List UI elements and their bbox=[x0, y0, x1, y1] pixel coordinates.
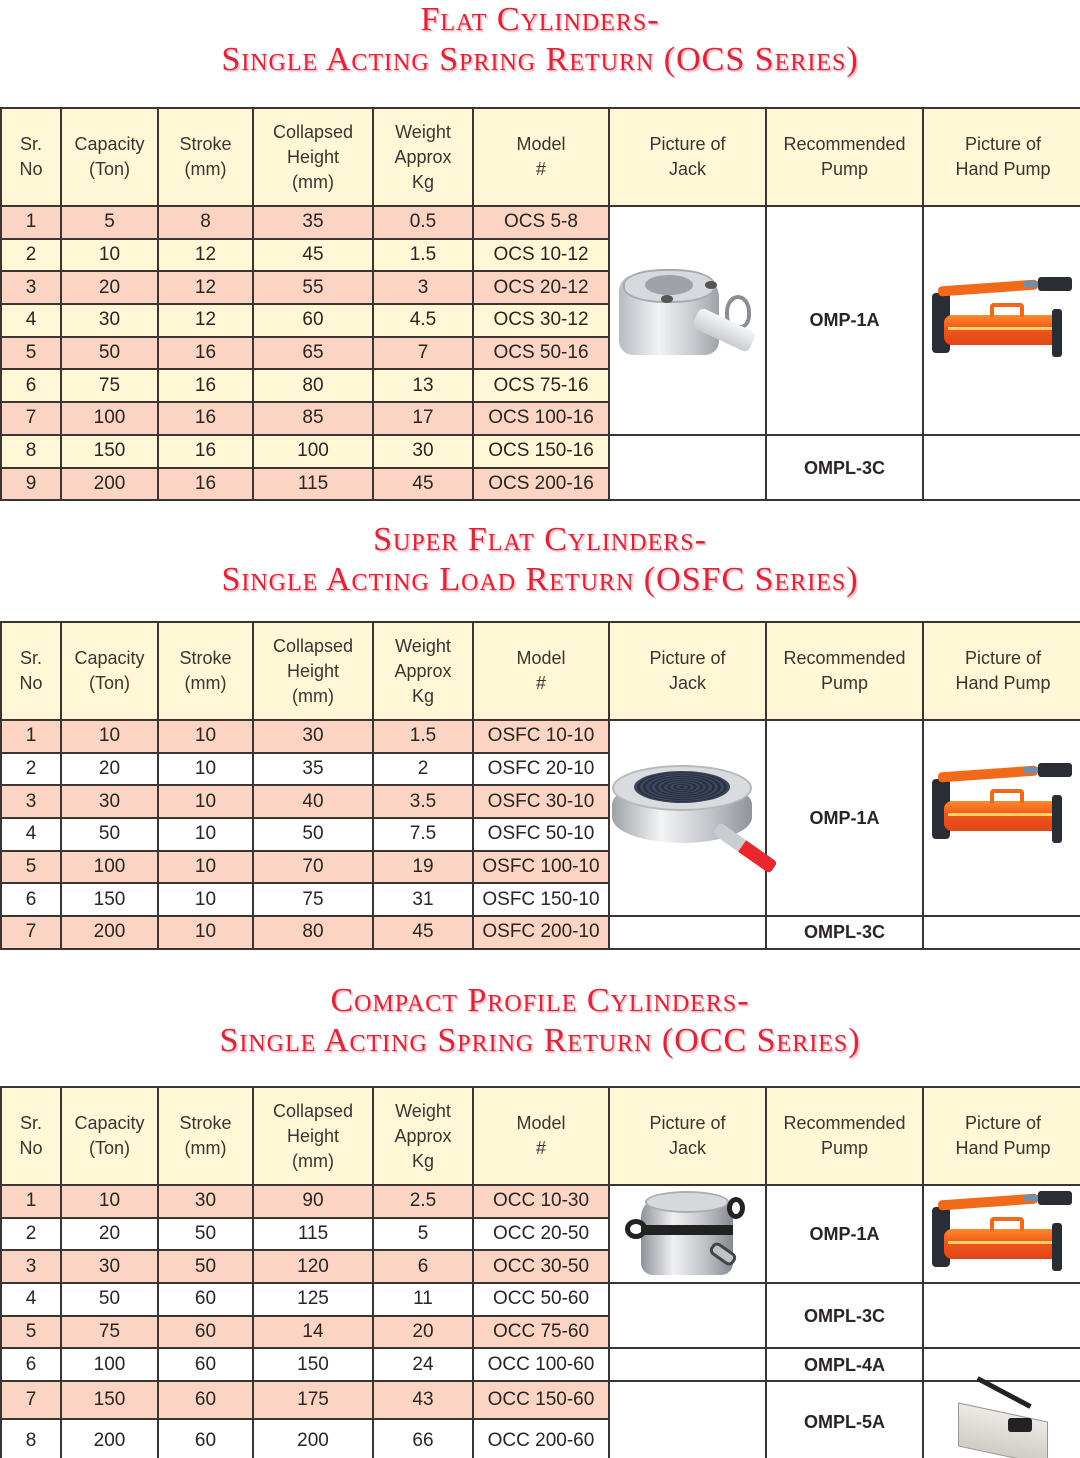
compact-cylinder-jack-image bbox=[623, 1189, 753, 1279]
cell-weight: 7 bbox=[373, 337, 473, 370]
header-sr-no: Sr. No bbox=[1, 108, 61, 206]
cell-collapsed: 30 bbox=[253, 720, 373, 753]
hand-pump-picture-cell-empty bbox=[923, 1348, 1080, 1381]
table-row bbox=[1, 1348, 1080, 1381]
cell-collapsed: 115 bbox=[253, 1218, 373, 1251]
orange-hand-pump-image bbox=[928, 275, 1078, 365]
header-sr-no: Sr. No bbox=[1, 622, 61, 720]
cell-collapsed: 90 bbox=[253, 1185, 373, 1218]
cell-capacity: 30 bbox=[61, 304, 158, 337]
orange-hand-pump-image bbox=[928, 1189, 1078, 1279]
cell-model: OSFC 150-10 bbox=[473, 883, 609, 916]
cell-weight: 17 bbox=[373, 402, 473, 435]
cell-collapsed: 115 bbox=[253, 468, 373, 501]
cell-weight: 3 bbox=[373, 271, 473, 304]
header-sr-no: Sr. No bbox=[1, 1087, 61, 1185]
header-recommended-pump: Recommended Pump bbox=[766, 1087, 923, 1185]
section-title-occ bbox=[0, 981, 1080, 1061]
cell-weight: 3.5 bbox=[373, 785, 473, 818]
header-collapsed-height: Collapsed Height (mm) bbox=[253, 1087, 373, 1185]
cell-collapsed: 60 bbox=[253, 304, 373, 337]
cell-weight: 0.5 bbox=[373, 206, 473, 239]
cell-model: OCC 30-50 bbox=[473, 1250, 609, 1283]
cell-stroke: 16 bbox=[158, 402, 253, 435]
cell-stroke: 10 bbox=[158, 851, 253, 884]
cell-collapsed: 14 bbox=[253, 1316, 373, 1349]
header-collapsed-height: Collapsed Height (mm) bbox=[253, 622, 373, 720]
jack-picture-cell bbox=[609, 1185, 766, 1283]
cell-capacity: 20 bbox=[61, 753, 158, 786]
header-recommended-pump: Recommended Pump bbox=[766, 108, 923, 206]
cell-capacity: 20 bbox=[61, 271, 158, 304]
cell-capacity: 200 bbox=[61, 916, 158, 949]
cell-model: OCS 100-16 bbox=[473, 402, 609, 435]
cell-sr: 3 bbox=[1, 1250, 61, 1283]
header-model: Model # bbox=[473, 108, 609, 206]
recommended-pump-ompl-4a: OMPL-4A bbox=[766, 1348, 923, 1381]
jack-picture-cell-empty bbox=[609, 1348, 766, 1381]
header-picture-of-hand-pump: Picture of Hand Pump bbox=[923, 1087, 1080, 1185]
cell-sr: 4 bbox=[1, 304, 61, 337]
cell-stroke: 12 bbox=[158, 239, 253, 272]
cell-weight: 20 bbox=[373, 1316, 473, 1349]
orange-hand-pump-image bbox=[928, 761, 1078, 851]
cell-weight: 66 bbox=[373, 1419, 473, 1458]
header-model: Model # bbox=[473, 1087, 609, 1185]
cell-collapsed: 200 bbox=[253, 1419, 373, 1458]
cell-weight: 31 bbox=[373, 883, 473, 916]
cell-collapsed: 70 bbox=[253, 851, 373, 884]
cell-capacity: 10 bbox=[61, 1185, 158, 1218]
cell-model: OCS 30-12 bbox=[473, 304, 609, 337]
cell-stroke: 8 bbox=[158, 206, 253, 239]
header-model: Model # bbox=[473, 622, 609, 720]
header-picture-of-jack: Picture of Jack bbox=[609, 1087, 766, 1185]
cell-model: OCS 50-16 bbox=[473, 337, 609, 370]
cell-model: OCS 200-16 bbox=[473, 468, 609, 501]
header-picture-of-jack: Picture of Jack bbox=[609, 622, 766, 720]
hand-pump-picture-cell-empty bbox=[923, 916, 1080, 949]
cell-sr: 3 bbox=[1, 785, 61, 818]
cell-sr: 6 bbox=[1, 369, 61, 402]
cell-collapsed: 120 bbox=[253, 1250, 373, 1283]
header-collapsed-height: Collapsed Height (mm) bbox=[253, 108, 373, 206]
cell-model: OSFC 100-10 bbox=[473, 851, 609, 884]
header-capacity: Capacity (Ton) bbox=[61, 622, 158, 720]
cell-sr: 2 bbox=[1, 239, 61, 272]
cell-model: OCS 150-16 bbox=[473, 435, 609, 468]
cell-stroke: 10 bbox=[158, 818, 253, 851]
cell-weight: 30 bbox=[373, 435, 473, 468]
cell-stroke: 30 bbox=[158, 1185, 253, 1218]
cell-model: OCS 75-16 bbox=[473, 369, 609, 402]
title-line-2: Single Acting Spring Return (OCS Series) bbox=[221, 41, 859, 78]
cell-sr: 7 bbox=[1, 916, 61, 949]
cell-model: OCC 200-60 bbox=[473, 1419, 609, 1458]
cell-capacity: 100 bbox=[61, 1348, 158, 1381]
cell-capacity: 50 bbox=[61, 337, 158, 370]
hand-pump-picture-cell bbox=[923, 206, 1080, 435]
cell-capacity: 50 bbox=[61, 818, 158, 851]
cell-sr: 5 bbox=[1, 1316, 61, 1349]
cell-capacity: 150 bbox=[61, 883, 158, 916]
cell-weight: 4.5 bbox=[373, 304, 473, 337]
cell-capacity: 200 bbox=[61, 468, 158, 501]
header-weight: Weight Approx Kg bbox=[373, 622, 473, 720]
hand-pump-picture-cell-empty bbox=[923, 1283, 1080, 1348]
cell-sr: 7 bbox=[1, 402, 61, 435]
cell-collapsed: 75 bbox=[253, 883, 373, 916]
cell-collapsed: 125 bbox=[253, 1283, 373, 1316]
cell-capacity: 100 bbox=[61, 402, 158, 435]
cell-model: OSFC 50-10 bbox=[473, 818, 609, 851]
cell-sr: 6 bbox=[1, 883, 61, 916]
cell-collapsed: 175 bbox=[253, 1381, 373, 1419]
recommended-pump-ompl-3c: OMPL-3C bbox=[766, 916, 923, 949]
cell-sr: 3 bbox=[1, 271, 61, 304]
cell-model: OCS 20-12 bbox=[473, 271, 609, 304]
table-row bbox=[1, 916, 1080, 949]
cell-weight: 45 bbox=[373, 468, 473, 501]
recommended-pump-ompl-3c: OMPL-3C bbox=[766, 1283, 923, 1348]
cell-sr: 7 bbox=[1, 1381, 61, 1419]
cell-capacity: 10 bbox=[61, 239, 158, 272]
jack-picture-cell bbox=[609, 720, 766, 916]
cell-capacity: 150 bbox=[61, 1381, 158, 1419]
cell-model: OSFC 200-10 bbox=[473, 916, 609, 949]
ocs-spec-table bbox=[0, 107, 1080, 501]
jack-picture-cell-empty bbox=[609, 435, 766, 500]
cell-stroke: 60 bbox=[158, 1348, 253, 1381]
cell-model: OCC 75-60 bbox=[473, 1316, 609, 1349]
occ-spec-table bbox=[0, 1086, 1080, 1458]
cell-sr: 4 bbox=[1, 1283, 61, 1316]
cell-capacity: 75 bbox=[61, 1316, 158, 1349]
title-line-1: Super Flat Cylinders- bbox=[373, 521, 707, 558]
jack-picture-cell-empty bbox=[609, 1381, 766, 1458]
cell-collapsed: 65 bbox=[253, 337, 373, 370]
table-row bbox=[1, 720, 1080, 753]
header-stroke: Stroke (mm) bbox=[158, 1087, 253, 1185]
cell-stroke: 50 bbox=[158, 1218, 253, 1251]
cell-weight: 6 bbox=[373, 1250, 473, 1283]
cell-sr: 5 bbox=[1, 337, 61, 370]
table-row bbox=[1, 435, 1080, 468]
cell-model: OCC 10-30 bbox=[473, 1185, 609, 1218]
cell-stroke: 12 bbox=[158, 304, 253, 337]
cell-collapsed: 100 bbox=[253, 435, 373, 468]
recommended-pump-omp-1a: OMP-1A bbox=[766, 1185, 923, 1283]
cell-sr: 1 bbox=[1, 720, 61, 753]
cell-capacity: 30 bbox=[61, 1250, 158, 1283]
cell-sr: 8 bbox=[1, 435, 61, 468]
header-weight: Weight Approx Kg bbox=[373, 108, 473, 206]
cell-weight: 5 bbox=[373, 1218, 473, 1251]
header-recommended-pump: Recommended Pump bbox=[766, 622, 923, 720]
header-weight: Weight Approx Kg bbox=[373, 1087, 473, 1185]
cell-collapsed: 50 bbox=[253, 818, 373, 851]
title-line-2: Single Acting Load Return (OSFC Series) bbox=[221, 561, 859, 598]
cell-model: OCS 10-12 bbox=[473, 239, 609, 272]
cell-stroke: 60 bbox=[158, 1316, 253, 1349]
cell-model: OCS 5-8 bbox=[473, 206, 609, 239]
box-hand-pump-image bbox=[948, 1382, 1058, 1458]
cell-weight: 13 bbox=[373, 369, 473, 402]
table-row bbox=[1, 1381, 1080, 1419]
cell-model: OCC 20-50 bbox=[473, 1218, 609, 1251]
cell-sr: 4 bbox=[1, 818, 61, 851]
cell-weight: 1.5 bbox=[373, 720, 473, 753]
recommended-pump-ompl-5a: OMPL-5A bbox=[766, 1381, 923, 1458]
cell-weight: 24 bbox=[373, 1348, 473, 1381]
cell-stroke: 16 bbox=[158, 468, 253, 501]
cell-stroke: 10 bbox=[158, 753, 253, 786]
cell-stroke: 10 bbox=[158, 785, 253, 818]
cell-sr: 6 bbox=[1, 1348, 61, 1381]
cell-weight: 7.5 bbox=[373, 818, 473, 851]
cell-stroke: 60 bbox=[158, 1283, 253, 1316]
cell-capacity: 30 bbox=[61, 785, 158, 818]
cell-sr: 8 bbox=[1, 1419, 61, 1458]
cell-model: OSFC 30-10 bbox=[473, 785, 609, 818]
header-picture-of-hand-pump: Picture of Hand Pump bbox=[923, 622, 1080, 720]
cell-weight: 43 bbox=[373, 1381, 473, 1419]
flat-cylinder-jack-image bbox=[613, 265, 763, 375]
section-title-ocs bbox=[0, 0, 1080, 80]
header-stroke: Stroke (mm) bbox=[158, 622, 253, 720]
cell-model: OSFC 10-10 bbox=[473, 720, 609, 753]
cell-stroke: 10 bbox=[158, 916, 253, 949]
super-flat-cylinder-jack-image bbox=[610, 753, 765, 883]
cell-capacity: 20 bbox=[61, 1218, 158, 1251]
title-line-1: Compact Profile Cylinders- bbox=[330, 982, 750, 1019]
recommended-pump-omp-1a: OMP-1A bbox=[766, 720, 923, 916]
jack-picture-cell-empty bbox=[609, 1283, 766, 1348]
cell-stroke: 50 bbox=[158, 1250, 253, 1283]
cell-collapsed: 55 bbox=[253, 271, 373, 304]
hand-pump-picture-cell-empty bbox=[923, 435, 1080, 500]
cell-sr: 1 bbox=[1, 1185, 61, 1218]
cell-sr: 1 bbox=[1, 206, 61, 239]
hand-pump-picture-cell bbox=[923, 1185, 1080, 1283]
cell-stroke: 60 bbox=[158, 1381, 253, 1419]
header-picture-of-jack: Picture of Jack bbox=[609, 108, 766, 206]
cell-weight: 2.5 bbox=[373, 1185, 473, 1218]
cell-collapsed: 80 bbox=[253, 369, 373, 402]
cell-capacity: 50 bbox=[61, 1283, 158, 1316]
cell-capacity: 100 bbox=[61, 851, 158, 884]
cell-collapsed: 40 bbox=[253, 785, 373, 818]
cell-stroke: 16 bbox=[158, 369, 253, 402]
table-row bbox=[1, 1185, 1080, 1218]
title-line-1: Flat Cylinders- bbox=[420, 1, 660, 38]
jack-picture-cell bbox=[609, 206, 766, 435]
header-picture-of-hand-pump: Picture of Hand Pump bbox=[923, 108, 1080, 206]
cell-weight: 19 bbox=[373, 851, 473, 884]
hand-pump-picture-cell bbox=[923, 1381, 1080, 1458]
cell-stroke: 60 bbox=[158, 1419, 253, 1458]
section-title-osfc bbox=[0, 520, 1080, 600]
recommended-pump-ompl-3c: OMPL-3C bbox=[766, 435, 923, 500]
header-capacity: Capacity (Ton) bbox=[61, 108, 158, 206]
cell-model: OCC 100-60 bbox=[473, 1348, 609, 1381]
hand-pump-picture-cell bbox=[923, 720, 1080, 916]
cell-model: OCC 50-60 bbox=[473, 1283, 609, 1316]
recommended-pump-omp-1a: OMP-1A bbox=[766, 206, 923, 435]
jack-picture-cell-empty bbox=[609, 916, 766, 949]
header-stroke: Stroke (mm) bbox=[158, 108, 253, 206]
cell-collapsed: 35 bbox=[253, 753, 373, 786]
cell-stroke: 10 bbox=[158, 883, 253, 916]
table-row bbox=[1, 206, 1080, 239]
cell-sr: 2 bbox=[1, 1218, 61, 1251]
cell-collapsed: 80 bbox=[253, 916, 373, 949]
cell-stroke: 12 bbox=[158, 271, 253, 304]
cell-capacity: 5 bbox=[61, 206, 158, 239]
cell-sr: 9 bbox=[1, 468, 61, 501]
osfc-spec-table bbox=[0, 621, 1080, 950]
cell-capacity: 75 bbox=[61, 369, 158, 402]
header-capacity: Capacity (Ton) bbox=[61, 1087, 158, 1185]
cell-collapsed: 35 bbox=[253, 206, 373, 239]
cell-weight: 11 bbox=[373, 1283, 473, 1316]
cell-collapsed: 85 bbox=[253, 402, 373, 435]
cell-model: OCC 150-60 bbox=[473, 1381, 609, 1419]
cell-model: OSFC 20-10 bbox=[473, 753, 609, 786]
cell-weight: 2 bbox=[373, 753, 473, 786]
table-row bbox=[1, 1283, 1080, 1316]
cell-stroke: 16 bbox=[158, 337, 253, 370]
cell-capacity: 200 bbox=[61, 1419, 158, 1458]
cell-sr: 2 bbox=[1, 753, 61, 786]
cell-sr: 5 bbox=[1, 851, 61, 884]
cell-capacity: 150 bbox=[61, 435, 158, 468]
cell-capacity: 10 bbox=[61, 720, 158, 753]
cell-weight: 1.5 bbox=[373, 239, 473, 272]
cell-collapsed: 45 bbox=[253, 239, 373, 272]
cell-stroke: 16 bbox=[158, 435, 253, 468]
cell-collapsed: 150 bbox=[253, 1348, 373, 1381]
cell-weight: 45 bbox=[373, 916, 473, 949]
title-line-2: Single Acting Spring Return (OCC Series) bbox=[219, 1022, 861, 1059]
cell-stroke: 10 bbox=[158, 720, 253, 753]
